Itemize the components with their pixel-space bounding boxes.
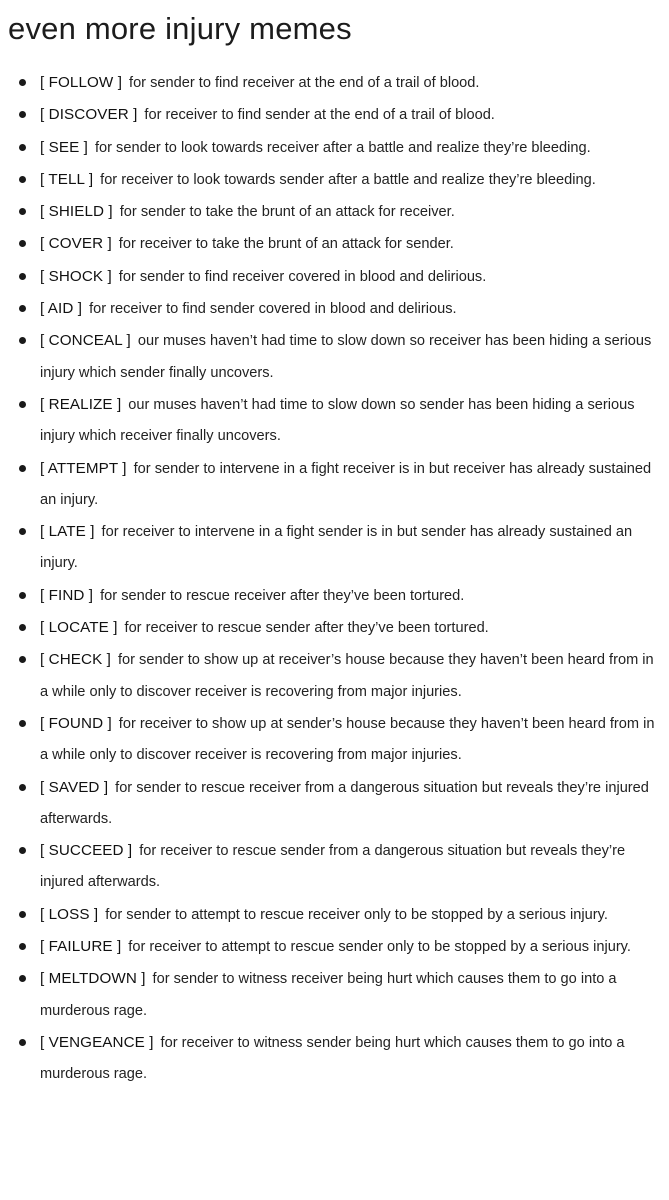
list-item	[8, 708, 659, 772]
prompt-list	[8, 67, 659, 1091]
prompt-keyword: [ FAILURE ]	[40, 938, 122, 956]
prompt-description: for sender to find receiver covered in blood and delirious.	[118, 268, 487, 285]
list-item	[8, 835, 659, 899]
prompt-keyword: [ VENGEANCE ]	[40, 1033, 154, 1051]
prompt-keyword: [ CHECK ]	[40, 651, 111, 669]
list-item	[8, 772, 659, 836]
prompt-description: for sender to find receiver at the end of a trail of blood.	[129, 75, 480, 91]
prompt-description: our muses haven’t had time to slow down so sender has been hiding a serious injury which receiver finally uncovers.	[40, 396, 635, 445]
bullet-icon	[19, 111, 26, 118]
list-item	[8, 612, 659, 644]
prompt-keyword: [ SHIELD ]	[40, 203, 113, 221]
list-item	[8, 516, 659, 580]
list-item	[8, 261, 659, 293]
prompt-keyword: [ LATE ]	[40, 523, 95, 541]
list-item	[8, 1027, 659, 1091]
bullet-icon	[19, 528, 26, 535]
prompt-description: for receiver to look towards sender after a battle and realize they’re bleeding.	[100, 171, 596, 188]
prompt-keyword: [ LOCATE ]	[40, 619, 118, 637]
prompt-description: for receiver to take the brunt of an attack for sender.	[118, 236, 454, 253]
bullet-icon	[19, 273, 26, 280]
prompt-description: for receiver to rescue sender from a dangerous situation but reveals they’re injured afterwards.	[40, 843, 626, 891]
bullet-icon	[19, 784, 26, 791]
prompt-keyword: [ MELTDOWN ]	[40, 970, 146, 988]
prompt-keyword: [ FOLLOW ]	[40, 74, 123, 91]
prompt-description: our muses haven’t had time to slow down so receiver has been hiding a serious injury which sender finally uncovers.	[40, 333, 652, 381]
bullet-icon	[19, 592, 26, 599]
prompt-description: for receiver to find sender covered in blood and delirious.	[89, 301, 457, 318]
prompt-description: for receiver to attempt to rescue sender only to be stopped by a serious injury.	[128, 939, 631, 956]
prompt-description: for sender to attempt to rescue receiver only to be stopped by a serious injury.	[105, 906, 608, 923]
prompt-keyword: [ REALIZE ]	[40, 395, 122, 413]
prompt-keyword: [ SAVED ]	[40, 778, 109, 796]
list-item	[8, 293, 659, 325]
list-item	[8, 899, 659, 931]
prompt-description: for receiver to intervene in a fight sender is in but sender has already sustained an injury.	[40, 524, 633, 572]
page-title: even more injury memes	[8, 11, 352, 46]
prompt-keyword: [ SHOCK ]	[40, 267, 112, 285]
prompt-keyword: [ DISCOVER ]	[40, 106, 138, 124]
bullet-icon	[19, 465, 26, 472]
prompt-keyword: [ CONCEAL ]	[40, 332, 131, 350]
list-item	[8, 132, 659, 164]
list-item	[8, 389, 659, 453]
list-item	[8, 196, 659, 228]
prompt-keyword: [ FOUND ]	[40, 714, 112, 732]
prompt-keyword: [ LOSS ]	[40, 905, 99, 923]
bullet-icon	[19, 208, 26, 215]
prompt-description: for sender to look towards receiver after a battle and realize they’re bleeding.	[94, 139, 591, 156]
prompt-keyword: [ FIND ]	[40, 586, 94, 604]
prompt-description: for receiver to find sender at the end of a trail of blood.	[144, 107, 495, 124]
prompt-keyword: [ SEE ]	[40, 138, 88, 156]
list-item	[8, 453, 659, 517]
bullet-icon	[19, 624, 26, 631]
bullet-icon	[19, 656, 26, 663]
bullet-icon	[19, 847, 26, 854]
list-item	[8, 164, 659, 196]
bullet-icon	[19, 911, 26, 918]
prompt-description: for sender to intervene in a fight receiver is in but receiver has already sustained an injury.	[40, 460, 652, 508]
prompt-keyword: [ AID ]	[40, 300, 83, 318]
prompt-description: for sender to witness receiver being hurt which causes them to go into a murderous rage.	[40, 971, 617, 1019]
prompt-keyword: [ SUCCEED ]	[40, 842, 133, 860]
bullet-icon	[19, 943, 26, 950]
prompt-description: for receiver to rescue sender after they’ve been tortured.	[124, 620, 489, 637]
bullet-icon	[19, 305, 26, 312]
prompt-description: for sender to show up at receiver’s house because they haven’t been heard from in a while only to discover receiver is recovering from major injuries.	[40, 652, 654, 700]
bullet-icon	[19, 720, 26, 727]
prompt-description: for sender to rescue receiver from a dangerous situation but reveals they’re injured afterwards.	[40, 779, 649, 827]
prompt-description: for sender to rescue receiver after they’ve been tortured.	[100, 587, 465, 604]
list-item	[8, 228, 659, 260]
bullet-icon	[19, 176, 26, 183]
bullet-icon	[19, 144, 26, 151]
bullet-icon	[19, 337, 26, 344]
prompt-description: for receiver to show up at sender’s house because they haven’t been heard from in a while only to discover receiver is recovering from major injuries.	[40, 715, 655, 764]
prompt-description: for sender to take the brunt of an attack for receiver.	[119, 204, 455, 221]
bullet-icon	[19, 1039, 26, 1046]
list-item	[8, 580, 659, 612]
list-item	[8, 931, 659, 963]
list-item	[8, 325, 659, 389]
list-item	[8, 963, 659, 1027]
list-item	[8, 99, 659, 131]
bullet-icon	[19, 240, 26, 247]
prompt-description: for receiver to witness sender being hurt which causes them to go into a murderous rage.	[40, 1034, 625, 1083]
prompt-keyword: [ COVER ]	[40, 235, 112, 253]
list-item	[8, 644, 659, 708]
bullet-icon	[19, 975, 26, 982]
prompt-keyword: [ TELL ]	[40, 170, 94, 188]
bullet-icon	[19, 79, 26, 86]
list-item	[8, 67, 659, 99]
bullet-icon	[19, 401, 26, 408]
prompt-keyword: [ ATTEMPT ]	[40, 459, 127, 477]
